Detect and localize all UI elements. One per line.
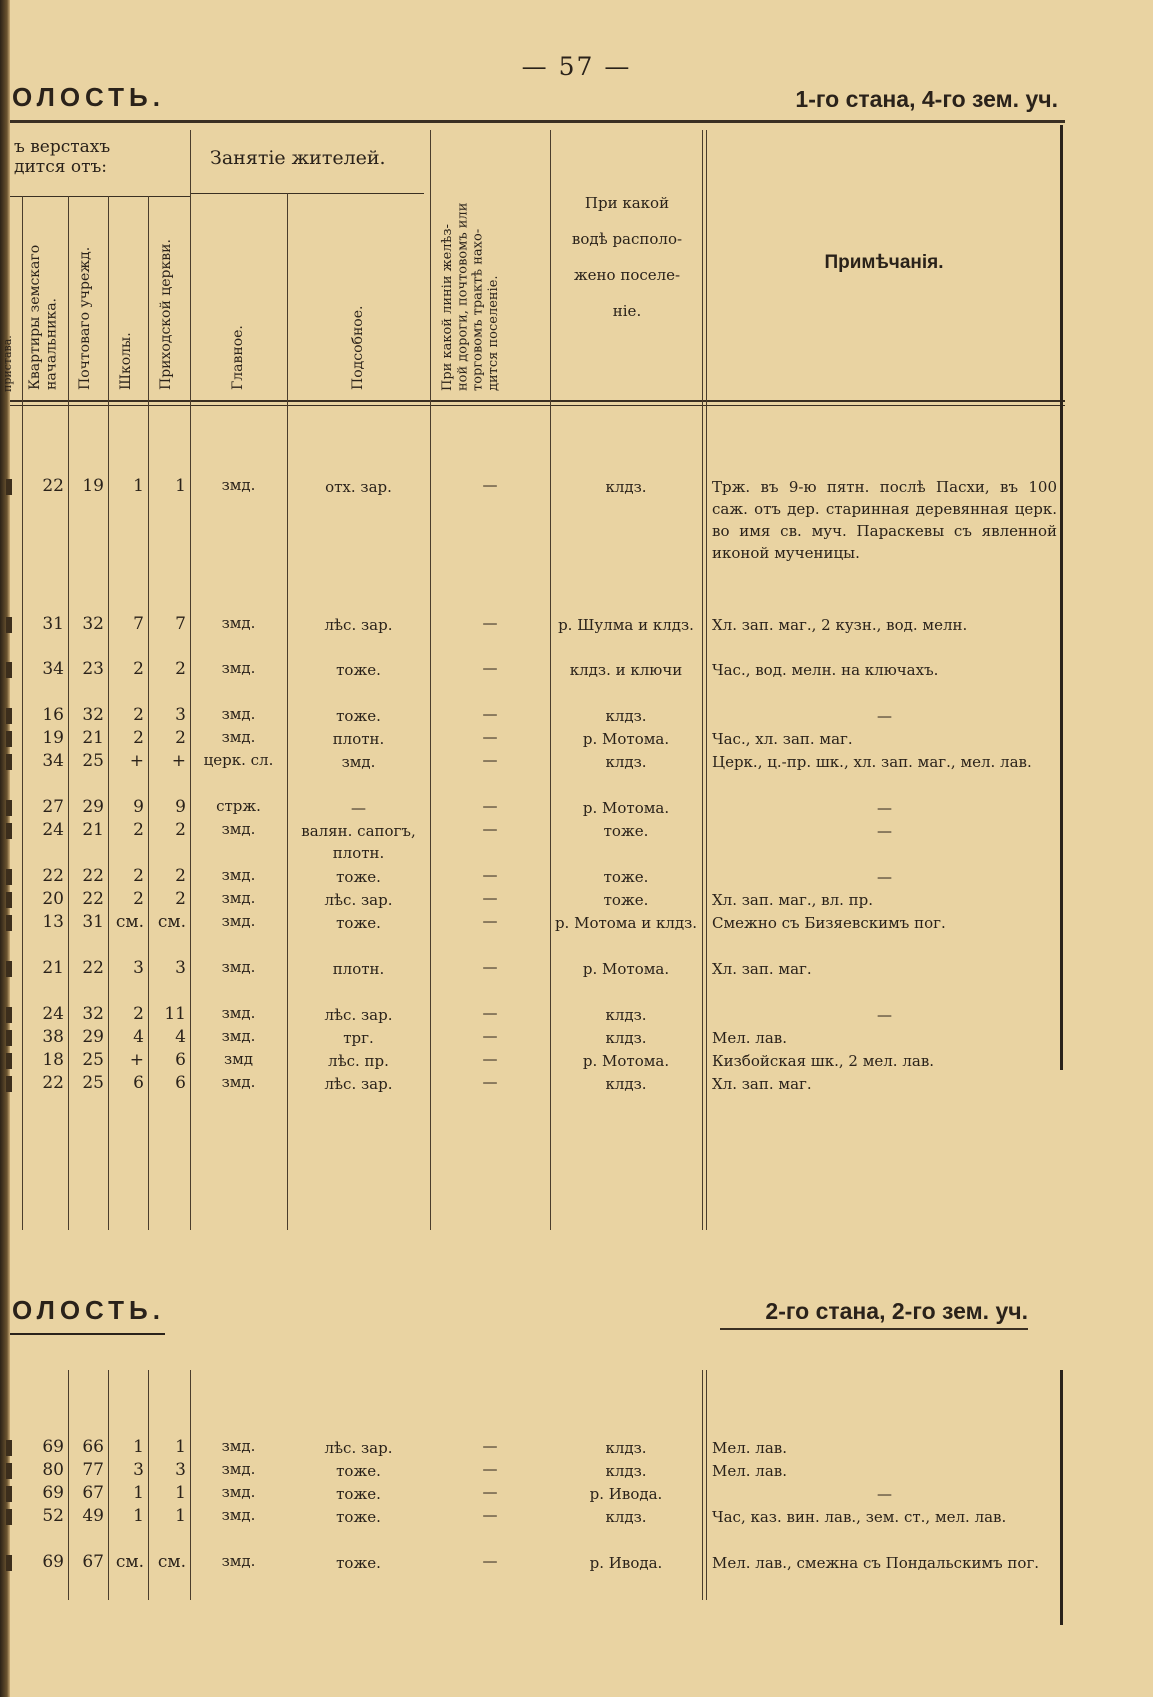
cell-main: змд. xyxy=(221,1506,256,1524)
col-divider xyxy=(108,196,109,1230)
table1-header-rule-2 xyxy=(10,405,1065,406)
cell-rail: — xyxy=(482,866,498,884)
cell-main: змд. xyxy=(221,1073,256,1091)
section1-title-right: 1-го стана, 4-го зем. уч. xyxy=(795,86,1058,112)
cell-zemsky: 21 xyxy=(42,958,64,978)
col-divider xyxy=(702,1370,703,1600)
cell-church: 11 xyxy=(164,1004,186,1024)
cell-notes: Хл. зап. маг. xyxy=(712,960,812,978)
cell-main: змд. xyxy=(221,705,256,723)
cell-notes: Час., хл. зап. маг. xyxy=(712,730,853,748)
col-divider xyxy=(706,1370,707,1600)
col-header-school: Школы. xyxy=(118,332,134,390)
cell-zemsky: 31 xyxy=(42,614,64,634)
distance-group-rule xyxy=(10,196,190,197)
row-marker xyxy=(6,1555,12,1571)
cell-zemsky: 20 xyxy=(42,889,64,909)
cell-notes: — xyxy=(877,1006,892,1024)
col-divider xyxy=(148,1370,149,1600)
cell-rail: — xyxy=(482,1004,498,1022)
cell-school: 6 xyxy=(133,1073,144,1093)
cell-school: 1 xyxy=(133,476,144,496)
cell-rail: — xyxy=(482,476,498,494)
cell-water: клдз. xyxy=(605,707,647,725)
cell-post: 19 xyxy=(82,476,104,496)
cell-zemsky: 24 xyxy=(42,820,64,840)
cell-post: 25 xyxy=(82,1073,104,1093)
cell-school: 2 xyxy=(133,866,144,886)
row-marker xyxy=(6,708,12,724)
cell-water: клдз. и ключи xyxy=(569,661,683,679)
cell-church: 3 xyxy=(175,705,186,725)
cell-aux: лѣс. зар. xyxy=(324,1006,393,1024)
col-header-stan: пристава. xyxy=(1,335,14,392)
row-marker xyxy=(6,662,12,678)
cell-zemsky: 22 xyxy=(42,476,64,496)
cell-church: 2 xyxy=(175,820,186,840)
cell-notes: — xyxy=(877,799,892,817)
cell-post: 29 xyxy=(82,1027,104,1047)
cell-rail: — xyxy=(482,1506,498,1524)
col-header-water: При какой водѣ располо- жено поселе- ніе. xyxy=(571,194,683,320)
cell-aux: плотн. xyxy=(332,960,385,978)
cell-school: 9 xyxy=(133,797,144,817)
cell-school: 2 xyxy=(133,1004,144,1024)
cell-water: клдз. xyxy=(605,753,647,771)
row-marker xyxy=(6,1440,12,1456)
cell-rail: — xyxy=(482,820,498,838)
cell-zemsky: 34 xyxy=(42,751,64,771)
cell-notes: Мел. лав. xyxy=(712,1462,787,1480)
cell-church: 1 xyxy=(175,1437,186,1457)
col-divider xyxy=(68,196,69,1230)
col-header-rail: При какой линіи желѣз- ной дороги, почтовомъ или торговомъ трактѣ нахо- дится поселеніе. xyxy=(440,202,501,391)
cell-school: 1 xyxy=(133,1483,144,1503)
cell-zemsky: 19 xyxy=(42,728,64,748)
cell-zemsky: 38 xyxy=(42,1027,64,1047)
col-divider xyxy=(108,1370,109,1600)
row-marker xyxy=(6,961,12,977)
cell-church: см. xyxy=(157,912,186,932)
cell-aux: лѣс. зар. xyxy=(324,616,393,634)
cell-church: 7 xyxy=(175,614,186,634)
col-header-main: Главное. xyxy=(230,325,246,390)
cell-main: змд. xyxy=(221,659,256,677)
cell-rail: — xyxy=(482,797,498,815)
cell-main: змд. xyxy=(221,1460,256,1478)
cell-water: тоже. xyxy=(603,891,649,909)
cell-water: клдз. xyxy=(605,1462,647,1480)
cell-aux: тоже. xyxy=(336,1462,381,1480)
cell-school: 1 xyxy=(133,1506,144,1526)
cell-zemsky: 69 xyxy=(42,1437,64,1457)
cell-main: змд. xyxy=(221,728,256,746)
cell-church: 1 xyxy=(175,1483,186,1503)
cell-water: р. Мотома. xyxy=(582,1052,670,1070)
cell-water: р. Ивода. xyxy=(589,1554,663,1572)
cell-water: тоже. xyxy=(603,868,649,886)
cell-zemsky: 69 xyxy=(42,1552,64,1572)
cell-rail: — xyxy=(482,1050,498,1068)
row-marker xyxy=(6,1509,12,1525)
cell-church: 3 xyxy=(175,958,186,978)
cell-notes: Церк., ц.-пр. шк., хл. зап. маг., мел. лав. xyxy=(712,753,1032,771)
cell-water: р. Мотома. xyxy=(582,730,670,748)
cell-school: + xyxy=(129,1050,144,1070)
cell-church: 2 xyxy=(175,889,186,909)
cell-rail: — xyxy=(482,614,498,632)
cell-school: 7 xyxy=(133,614,144,634)
cell-zemsky: 52 xyxy=(42,1506,64,1526)
cell-church: 6 xyxy=(175,1073,186,1093)
cell-post: 67 xyxy=(82,1483,104,1503)
cell-notes: — xyxy=(877,707,892,725)
cell-notes: Кизбойская шк., 2 мел. лав. xyxy=(712,1052,935,1070)
cell-aux: тоже. xyxy=(336,1485,381,1503)
cell-water: клдз. xyxy=(605,478,647,496)
cell-post: 67 xyxy=(82,1552,104,1572)
cell-post: 21 xyxy=(82,728,104,748)
cell-rail: — xyxy=(482,705,498,723)
cell-church: 9 xyxy=(175,797,186,817)
table1-header-rule-1 xyxy=(10,400,1065,402)
row-marker xyxy=(6,731,12,747)
cell-church: 1 xyxy=(175,1506,186,1526)
col-header-post: Почтоваго учрежд. xyxy=(77,246,93,390)
cell-water: тоже. xyxy=(603,822,649,840)
section2-right-underline xyxy=(720,1328,1028,1330)
cell-main: змд. xyxy=(221,958,256,976)
cell-rail: — xyxy=(482,659,498,677)
cell-post: 77 xyxy=(82,1460,104,1480)
cell-aux: тоже. xyxy=(336,1554,381,1572)
cell-rail: — xyxy=(482,1460,498,1478)
section2-title-underline xyxy=(10,1333,165,1335)
cell-rail: — xyxy=(482,1437,498,1455)
cell-zemsky: 22 xyxy=(42,1073,64,1093)
cell-zemsky: 80 xyxy=(42,1460,64,1480)
row-marker xyxy=(6,754,12,770)
cell-water: клдз. xyxy=(605,1029,647,1047)
row-marker xyxy=(6,823,12,839)
cell-post: 22 xyxy=(82,958,104,978)
cell-aux: лѣс. зар. xyxy=(324,891,393,909)
cell-notes: Мел. лав. xyxy=(712,1029,787,1047)
row-marker xyxy=(6,1076,12,1092)
col-divider xyxy=(702,130,703,1230)
table2-right-border xyxy=(1060,1370,1063,1625)
row-marker xyxy=(6,1486,12,1502)
cell-main: змд. xyxy=(221,476,256,494)
cell-notes: Мел. лав., смежна съ Пондальскимъ пог. xyxy=(712,1554,1040,1572)
row-marker xyxy=(6,1007,12,1023)
cell-notes: Трж. въ 9-ю пятн. послѣ Пасхи, въ 100 саж. отъ дер. старинная деревянная церк. во имя св. муч. Параскевы съ явленной иконой мученицы. xyxy=(712,478,1057,562)
cell-zemsky: 22 xyxy=(42,866,64,886)
cell-aux: плотн. xyxy=(332,730,385,748)
cell-aux: тоже. xyxy=(336,914,381,932)
col-header-notes: Примѣчанія. xyxy=(824,252,944,273)
cell-post: 25 xyxy=(82,751,104,771)
cell-post: 31 xyxy=(82,912,104,932)
row-marker xyxy=(6,892,12,908)
cell-aux: тоже. xyxy=(336,707,381,725)
cell-main: змд. xyxy=(221,1027,256,1045)
cell-rail: — xyxy=(482,1552,498,1570)
cell-rail: — xyxy=(482,728,498,746)
cell-rail: — xyxy=(482,889,498,907)
cell-main: змд. xyxy=(221,820,256,838)
cell-main: змд. xyxy=(221,912,256,930)
cell-zemsky: 24 xyxy=(42,1004,64,1024)
cell-aux: тоже. xyxy=(336,1508,381,1526)
cell-zemsky: 34 xyxy=(42,659,64,679)
cell-school: 2 xyxy=(133,705,144,725)
distance-group-header: ъ верстахъ дится отъ: xyxy=(14,137,111,177)
col-header-zemsky: Квартиры земскаго начальника. xyxy=(27,244,60,390)
cell-post: 32 xyxy=(82,614,104,634)
occupation-group-header: Занятіе жителей. xyxy=(210,147,386,169)
row-marker xyxy=(6,1053,12,1069)
row-marker xyxy=(6,479,12,495)
cell-church: 4 xyxy=(175,1027,186,1047)
cell-notes: Хл. зап. маг., 2 кузн., вод. мелн. xyxy=(712,616,968,634)
cell-main: змд. xyxy=(221,1483,256,1501)
cell-main: змд. xyxy=(221,1552,256,1570)
cell-water: клдз. xyxy=(605,1006,647,1024)
cell-zemsky: 13 xyxy=(42,912,64,932)
cell-school: 2 xyxy=(133,820,144,840)
cell-school: + xyxy=(129,751,144,771)
cell-rail: — xyxy=(482,1027,498,1045)
cell-main: змд. xyxy=(221,866,256,884)
cell-notes: Хл. зап. маг. xyxy=(712,1075,812,1093)
cell-rail: — xyxy=(482,1483,498,1501)
cell-church: 6 xyxy=(175,1050,186,1070)
cell-rail: — xyxy=(482,1073,498,1091)
page-number: — 57 — xyxy=(521,52,632,81)
table1-right-border xyxy=(1060,125,1063,1070)
cell-church: см. xyxy=(157,1552,186,1572)
cell-main: змд. xyxy=(221,889,256,907)
cell-school: 3 xyxy=(133,958,144,978)
cell-school: 2 xyxy=(133,659,144,679)
cell-aux: отх. зар. xyxy=(325,478,392,496)
section2-title-left: ОЛОСТЬ. xyxy=(12,1295,165,1325)
cell-aux: змд. xyxy=(341,753,376,771)
cell-water: клдз. xyxy=(605,1439,647,1457)
cell-church: 2 xyxy=(175,659,186,679)
cell-aux: лѣс. пр. xyxy=(328,1052,389,1070)
cell-post: 23 xyxy=(82,659,104,679)
col-header-aux: Подсобное. xyxy=(350,305,366,390)
cell-school: 4 xyxy=(133,1027,144,1047)
cell-church: 2 xyxy=(175,866,186,886)
section2-title-right: 2-го стана, 2-го зем. уч. xyxy=(765,1298,1028,1324)
cell-notes: Мел. лав. xyxy=(712,1439,787,1457)
row-marker xyxy=(6,800,12,816)
cell-school: см. xyxy=(115,1552,144,1572)
cell-water: р. Ивода. xyxy=(589,1485,663,1503)
row-marker xyxy=(6,915,12,931)
cell-post: 21 xyxy=(82,820,104,840)
cell-aux: лѣс. зар. xyxy=(324,1439,393,1457)
col-divider xyxy=(22,196,23,1230)
cell-zemsky: 16 xyxy=(42,705,64,725)
col-header-church: Приходской церкви. xyxy=(158,239,174,390)
cell-post: 22 xyxy=(82,866,104,886)
cell-post: 32 xyxy=(82,705,104,725)
cell-post: 49 xyxy=(82,1506,104,1526)
cell-post: 22 xyxy=(82,889,104,909)
cell-church: 2 xyxy=(175,728,186,748)
cell-school: 2 xyxy=(133,728,144,748)
cell-main: церк. сл. xyxy=(203,751,274,769)
cell-aux: — xyxy=(351,799,366,817)
section1-title-left: ОЛОСТЬ. xyxy=(12,82,165,112)
cell-main: змд. xyxy=(221,1004,256,1022)
row-marker xyxy=(6,869,12,885)
cell-water: р. Мотома. xyxy=(582,799,670,817)
cell-notes: — xyxy=(877,822,892,840)
cell-notes: Час., вод. мелн. на ключахъ. xyxy=(712,661,939,679)
cell-aux: тоже. xyxy=(336,868,381,886)
cell-notes: — xyxy=(877,1485,892,1503)
cell-notes: Час, каз. вин. лав., зем. ст., мел. лав. xyxy=(712,1508,1007,1526)
cell-rail: — xyxy=(482,912,498,930)
cell-main: змд xyxy=(223,1050,254,1068)
cell-church: + xyxy=(171,751,186,771)
cell-notes: Смежно съ Бизяевскимъ пог. xyxy=(712,914,946,932)
cell-aux: лѣс. зар. xyxy=(324,1075,393,1093)
cell-water: клдз. xyxy=(605,1508,647,1526)
col-divider xyxy=(706,130,707,1230)
cell-church: 3 xyxy=(175,1460,186,1480)
cell-school: 1 xyxy=(133,1437,144,1457)
cell-water: р. Мотома. xyxy=(582,960,670,978)
cell-water: р. Мотома и клдз. xyxy=(554,914,698,932)
table1-top-rule xyxy=(10,120,1065,123)
row-marker xyxy=(6,1030,12,1046)
cell-rail: — xyxy=(482,958,498,976)
occupation-group-rule xyxy=(190,193,424,194)
cell-school: 2 xyxy=(133,889,144,909)
col-divider xyxy=(68,1370,69,1600)
cell-zemsky: 69 xyxy=(42,1483,64,1503)
cell-water: клдз. xyxy=(605,1075,647,1093)
cell-post: 66 xyxy=(82,1437,104,1457)
cell-post: 25 xyxy=(82,1050,104,1070)
cell-aux: тоже. xyxy=(336,661,381,679)
cell-rail: — xyxy=(482,751,498,769)
row-marker xyxy=(6,617,12,633)
cell-notes: Хл. зап. маг., вл. пр. xyxy=(712,891,874,909)
cell-main: змд. xyxy=(221,1437,256,1455)
cell-zemsky: 18 xyxy=(42,1050,64,1070)
cell-notes: — xyxy=(877,868,892,886)
row-marker xyxy=(6,1463,12,1479)
cell-aux: валян. сапогъ, плотн. xyxy=(301,822,416,862)
cell-main: змд. xyxy=(221,614,256,632)
cell-school: 3 xyxy=(133,1460,144,1480)
cell-aux: трг. xyxy=(343,1029,374,1047)
cell-water: р. Шулма и клдз. xyxy=(558,616,694,634)
cell-post: 32 xyxy=(82,1004,104,1024)
cell-post: 29 xyxy=(82,797,104,817)
cell-main: стрж. xyxy=(216,797,261,815)
cell-church: 1 xyxy=(175,476,186,496)
cell-zemsky: 27 xyxy=(42,797,64,817)
cell-school: см. xyxy=(115,912,144,932)
col-divider xyxy=(148,196,149,1230)
